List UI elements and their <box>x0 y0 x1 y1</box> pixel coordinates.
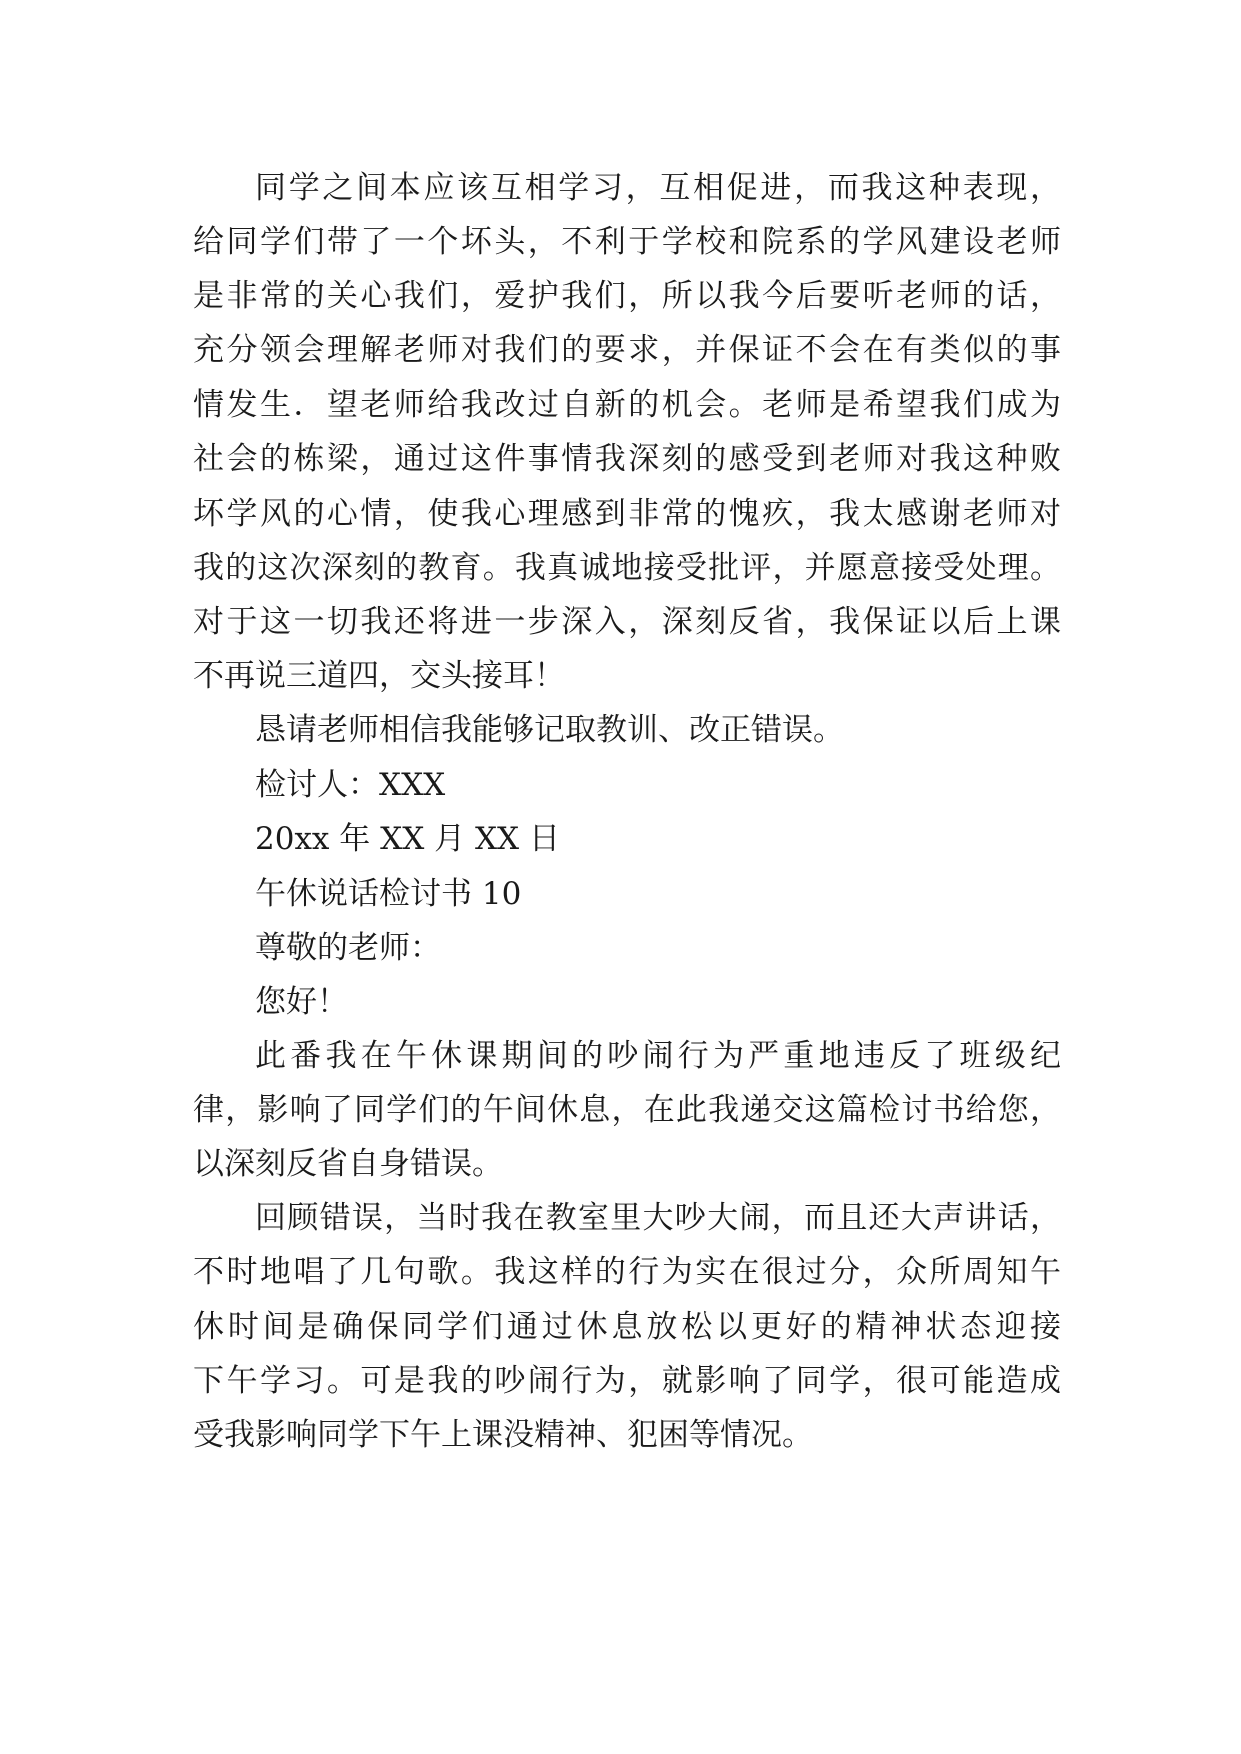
paragraph-line: 回顾错误，当时我在教室里大吵大闹，而且还大声讲话， <box>255 1200 1061 1236</box>
paragraph-line: 受我影响同学下午上课没精神、犯困等情况。 <box>193 1417 813 1453</box>
paragraph-line: 不时地唱了几句歌。我这样的行为实在很过分，众所周知午 <box>193 1254 1061 1290</box>
paragraph-line: 律，影响了同学们的午间休息，在此我递交这篇检讨书给您， <box>193 1092 1061 1128</box>
paragraph-line: 我的这次深刻的教育。我真诚地接受批评，并愿意接受处理。 <box>193 550 1061 586</box>
paragraph-line: 同学之间本应该互相学习，互相促进，而我这种表现， <box>255 170 1061 206</box>
date-line: 20xx 年 XX 月 XX 日 <box>255 821 560 857</box>
paragraph-line: 休时间是确保同学们通过休息放松以更好的精神状态迎接 <box>193 1309 1061 1345</box>
paragraph-line: 给同学们带了一个坏头，不利于学校和院系的学风建设老师 <box>193 224 1061 260</box>
salutation: 尊敬的老师： <box>255 930 441 966</box>
paragraph-line: 坏学风的心情，使我心理感到非常的愧疚，我太感谢老师对 <box>193 496 1061 532</box>
paragraph-line: 情发生．望老师给我改过自新的机会。老师是希望我们成为 <box>193 387 1061 423</box>
paragraph-line: 不再说三道四，交头接耳！ <box>193 658 565 694</box>
request-line: 恳请老师相信我能够记取教训、改正错误。 <box>255 712 844 748</box>
paragraph-line: 对于这一切我还将进一步深入，深刻反省，我保证以后上课 <box>193 604 1061 640</box>
paragraph-line: 是非常的关心我们，爱护我们，所以我今后要听老师的话， <box>193 278 1061 314</box>
paragraph-line: 下午学习。可是我的吵闹行为，就影响了同学，很可能造成 <box>193 1363 1061 1399</box>
paragraph-line: 社会的栋梁，通过这件事情我深刻的感受到老师对我这种败 <box>193 441 1061 477</box>
section-title: 午休说话检讨书 10 <box>255 876 522 912</box>
greeting: 您好！ <box>255 984 348 1020</box>
signature-line: 检讨人：XXX <box>255 767 446 803</box>
paragraph-line: 此番我在午休课期间的吵闹行为严重地违反了班级纪 <box>255 1038 1061 1074</box>
paragraph-line: 充分领会理解老师对我们的要求，并保证不会在有类似的事 <box>193 332 1061 368</box>
paragraph-line: 以深刻反省自身错误。 <box>193 1146 503 1182</box>
